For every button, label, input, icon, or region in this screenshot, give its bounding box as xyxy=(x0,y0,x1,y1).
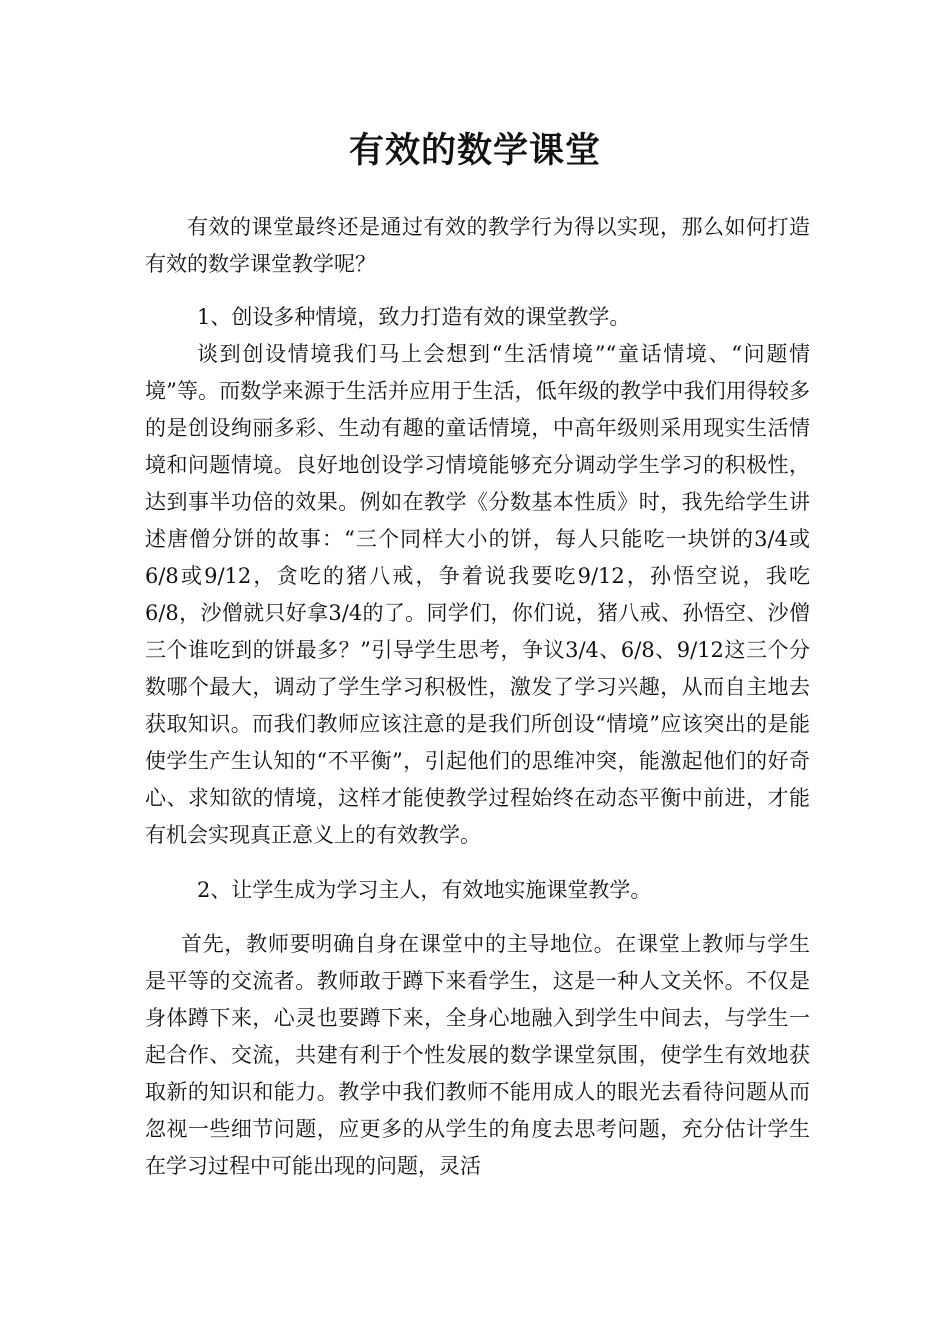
section-heading-2: 2、让学生成为学习主人，有效地实施课堂教学。 xyxy=(197,878,652,902)
document-body xyxy=(145,209,810,1185)
section-body-1: 谈到创设情境我们马上会想到“生活情境”“童话情境、“问题情境”等。而数学来源于生活并应用于生活，低年级的教学中我们用得较多的是创设绚丽多彩、生动有趣的童话情境，中高年级则采用现实生活情境和问题情境。良好地创设学习情境能够充分调动学生学习的积极性，达到事半功倍的效果。例如在教学《分数基本性质》时，我先给学生讲述唐僧分饼的故事：“三个同样大小的饼，每人只能吃一块饼的3/4或6/8或9/12，贪吃的猪八戒，争着说我要吃9/12，孙悟空说，我吃6/8，沙僧就只好拿3/4的了。同学们，你们说，猪八戒、孙悟空、沙僧三个谁吃到的饼最多？”引导学生思考，争议3/4、6/8、9/12这三个分数哪个最大，调动了学生学习积极性，激发了学习兴趣，从而自主地去获取知识。而我们教师应该注意的是我们所创设“情境”应该突出的是能使学生产生认知的“不平衡”，引起他们的思维冲突，能激起他们的好奇心、求知欲的情境，这样才能使教学过程始终在动态平衡中前进，才能有机会实现真正意义上的有效教学。 xyxy=(145,342,810,847)
intro-paragraph: 有效的课堂最终还是通过有效的教学行为得以实现，那么如何打造有效的数学课堂教学呢？ xyxy=(145,215,810,276)
section-heading-1: 1、创设多种情境，致力打造有效的课堂教学。 xyxy=(197,305,631,329)
page-title: 有效的数学课堂 xyxy=(348,130,601,171)
section-body-2: 首先，教师要明确自身在课堂中的主导地位。在课堂上教师与学生是平等的交流者。教师敢于蹲下来看学生，这是一种人文关怀。不仅是身体蹲下来，心灵也要蹲下来，全身心地融入到学生中间去，与学生一起合作、交流，共建有利于个性发展的数学课堂氛围，使学生有效地获取新的知识和能力。教学中我们教师不能用成人的眼光去看待问题从而忽视一些细节问题，应更多的从学生的角度去思考问题，充分估计学生在学习过程中可能出现的问题，灵活 xyxy=(145,932,810,1178)
